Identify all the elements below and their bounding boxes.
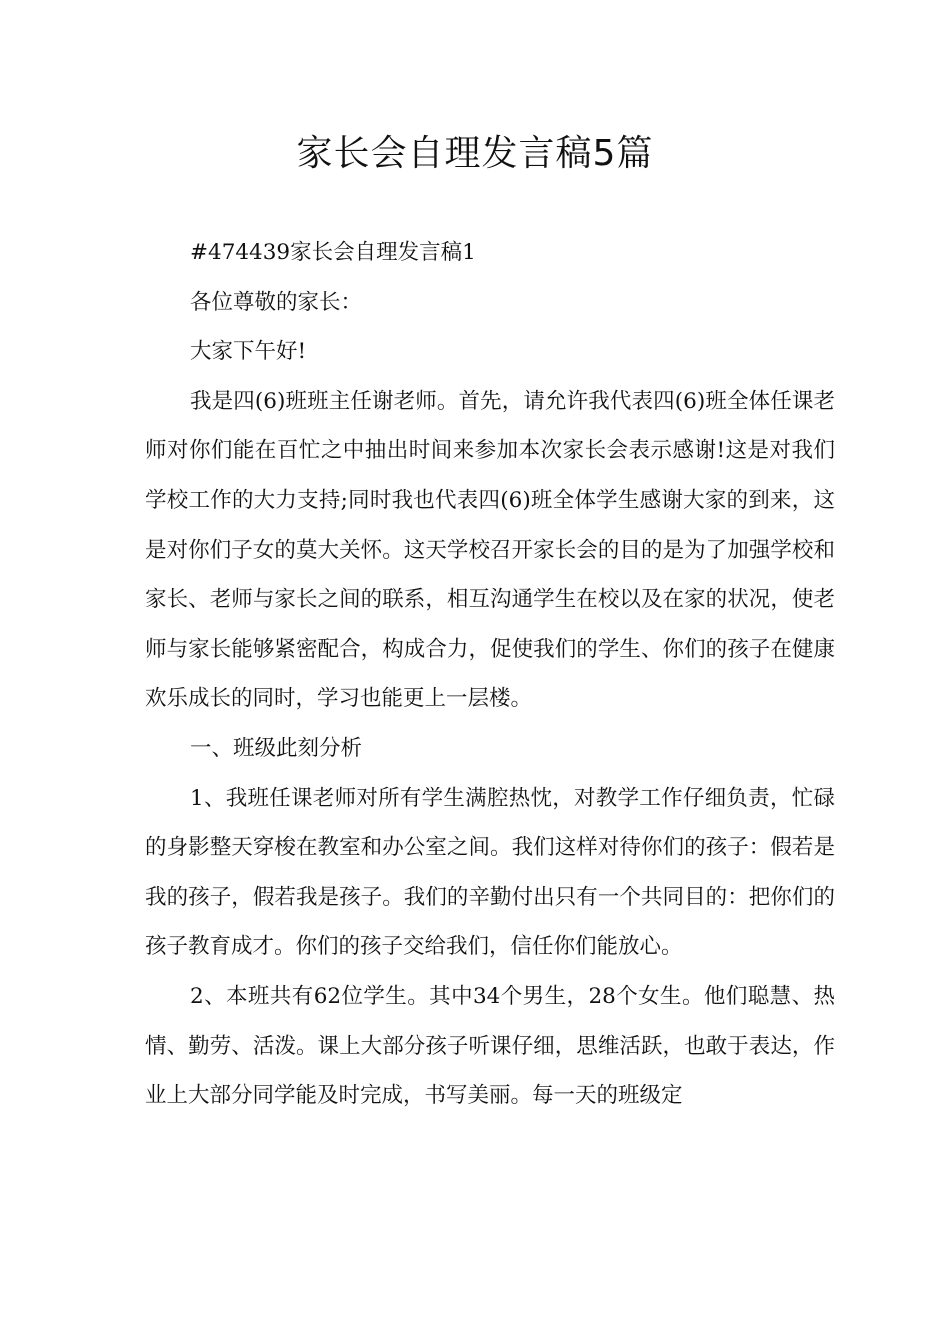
paragraph-introduction: 我是四(6)班班主任谢老师。首先，请允许我代表四(6)班全体任课老师对你们能在百忙之中抽出时间来参加本次家长会表示感谢!这是对我们学校工作的大力支持;同时我也代表四(6)班全体学生感谢大家的到来，这是对你们子女的莫大关怀。这天学校召开家长会的目的是为了加强学校和家长、老师与家长之间的联系，相互沟通学生在校以及在家的状况，使老师与家长能够紧密配合，构成合力，促使我们的学生、你们的孩子在健康欢乐成长的同时，学习也能更上一层楼。 <box>145 388 835 712</box>
greeting: 大家下午好! <box>190 339 307 365</box>
paragraph-point-1: 1、我班任课老师对所有学生满腔热忱，对教学工作仔细负责，忙碌的身影整天穿梭在教室和办公室之间。我们这样对待你们的孩子：假若是我的孩子，假若我是孩子。我们的辛勤付出只有一个共同目的：把你们的孩子教育成才。你们的孩子交给我们，信任你们能放心。 <box>145 785 835 960</box>
section-heading: #474439家长会自理发言稿1 <box>190 240 476 265</box>
document-title: 家长会自理发言稿5篇 <box>296 133 654 174</box>
section-heading-class-analysis: 一、班级此刻分析 <box>190 735 363 761</box>
salutation: 各位尊敬的家长： <box>190 289 363 315</box>
document-body <box>145 228 835 1121</box>
paragraph-point-2: 2、本班共有62位学生。其中34个男生，28个女生。他们聪慧、热情、勤劳、活泼。课上大部分孩子听课仔细，思维活跃，也敢于表达，作业上大部分同学能及时完成，书写美丽。每一天的班级定 <box>145 983 835 1109</box>
